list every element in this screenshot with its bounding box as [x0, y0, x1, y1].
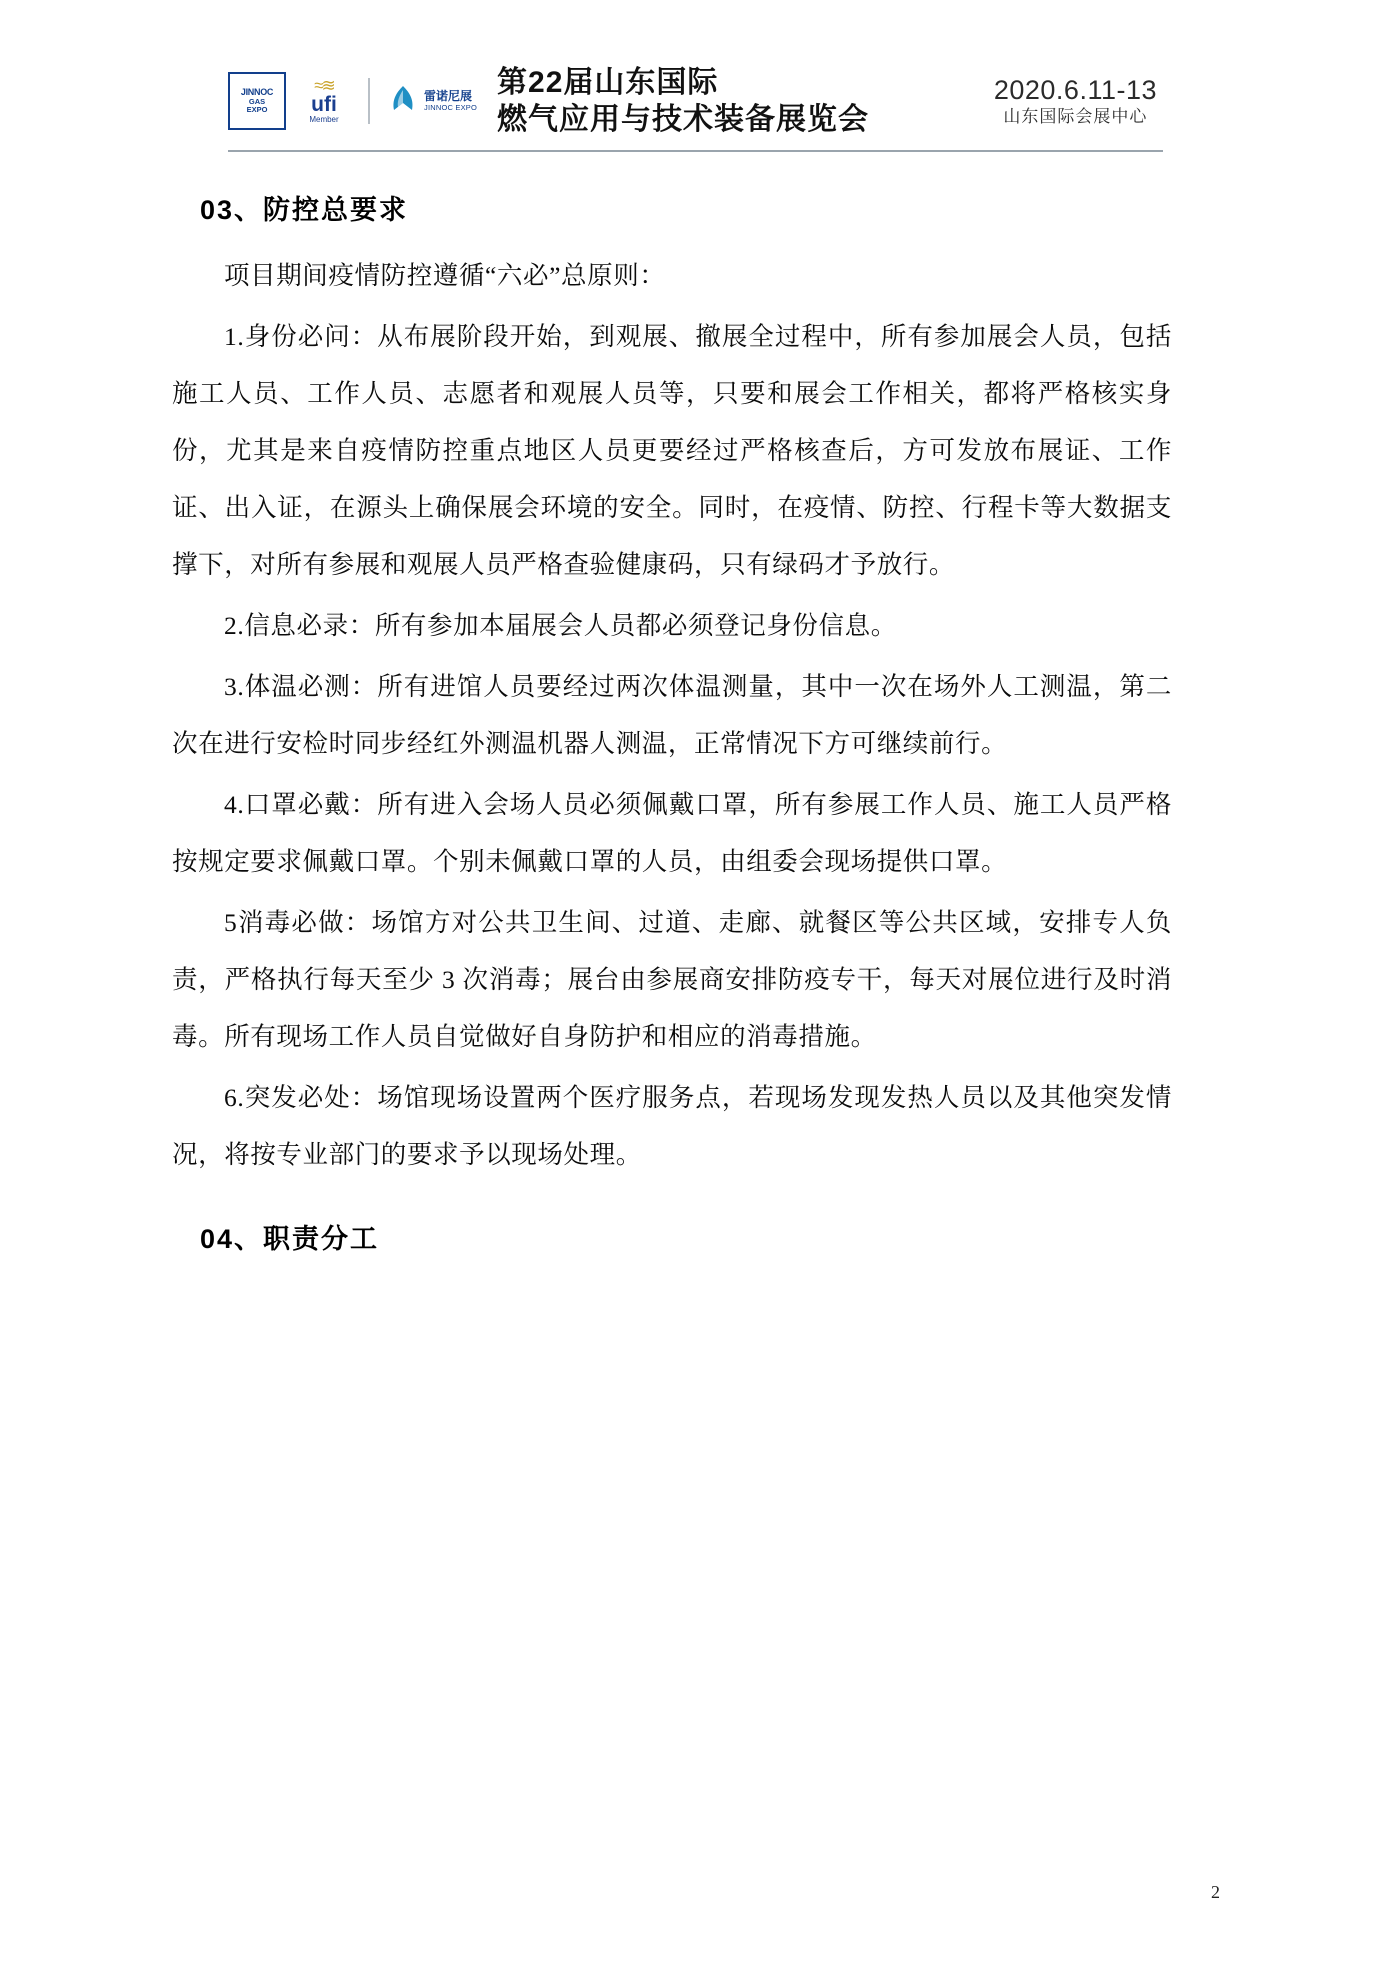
document-body: [172, 188, 1172, 1256]
ufi-member-label: Member: [309, 115, 339, 125]
paragraph-item-4: 4.口罩必戴：所有进入会场人员必须佩戴口罩，所有参展工作人员、施工人员严格按规定要求佩戴口罩。个别未佩戴口罩的人员，由组委会现场提供口罩。: [172, 790, 1172, 876]
jinnoc-gas-expo-logo-icon: [228, 72, 286, 130]
page-number: 2: [1211, 1882, 1220, 1902]
header-title-line-1: 第22届山东国际: [497, 65, 719, 99]
event-date: 2020.6.11-13: [993, 74, 1157, 105]
jinnoc-en-name: JINNOC EXPO: [424, 102, 478, 112]
section-heading-03: 03、防控总要求: [200, 195, 409, 225]
jinnoc-expo-logo: [386, 84, 477, 118]
paragraph-item-3: 3.体温必测：所有进馆人员要经过两次体温测量，其中一次在场外人工测温，第二次在进行安检时同步经红外测温机器人测温，正常情况下方可继续前行。: [172, 672, 1172, 758]
jinnoc-cn-name: 雷诺尼展: [424, 88, 473, 103]
logo-line-3: EXPO: [246, 104, 268, 114]
logo-line-2: GAS: [248, 96, 266, 106]
header-title-line-2: 燃气应用与技术装备展览会: [497, 103, 870, 136]
jinnoc-text-block: [424, 90, 477, 112]
event-venue: 山东国际会展中心: [1003, 107, 1148, 127]
paragraph-item-6: 6.突发必处：场馆现场设置两个医疗服务点，若现场发现发热人员以及其他突发情况，将按专业部门的要求予以现场处理。: [172, 1083, 1172, 1169]
paragraph-item-5: 5消毒必做：场馆方对公共卫生间、过道、走廊、就餐区等公共区域，安排专人负责，严格执行每天至少 3 次消毒；展台由参展商安排防疫专干，每天对展位进行及时消毒。所有现场工作人员自觉做好自身防护和相应的消毒措施。: [172, 908, 1172, 1051]
leaf-mark-icon: [386, 84, 420, 118]
logo-group: [228, 72, 477, 130]
paragraph-item-2: 2.信息必录：所有参加本届展会人员都必须登记身份信息。: [224, 611, 897, 640]
header-title-block: [497, 64, 994, 139]
header-date-block: [994, 74, 1163, 128]
header-divider: [228, 150, 1163, 152]
logo-line-1: JINNOC: [240, 87, 274, 98]
logo-divider: [368, 78, 370, 124]
paragraph-item-1: 1.身份必问：从布展阶段开始，到观展、撤展全过程中，所有参加展会人员，包括施工人员、工作人员、志愿者和观展人员等，只要和展会工作相关，都将严格核实身份，尤其是来自疫情防控重点地区人员更要经过严格核查后，方可发放布展证、工作证、出入证，在源头上确保展会环境的安全。同时，在疫情、防控、行程卡等大数据支撑下，对所有参展和观展人员严格查验健康码，只有绿码才予放行。: [172, 322, 1172, 579]
ufi-wave-icon: ≈≋: [314, 76, 334, 96]
ufi-member-logo-icon: [296, 77, 352, 125]
section-heading-04: 04、职责分工: [200, 1224, 380, 1254]
paragraph-intro: 项目期间疫情防控遵循“六必”总原则：: [224, 261, 666, 290]
ufi-name: ufi: [311, 93, 337, 117]
document-header: [228, 55, 1163, 147]
